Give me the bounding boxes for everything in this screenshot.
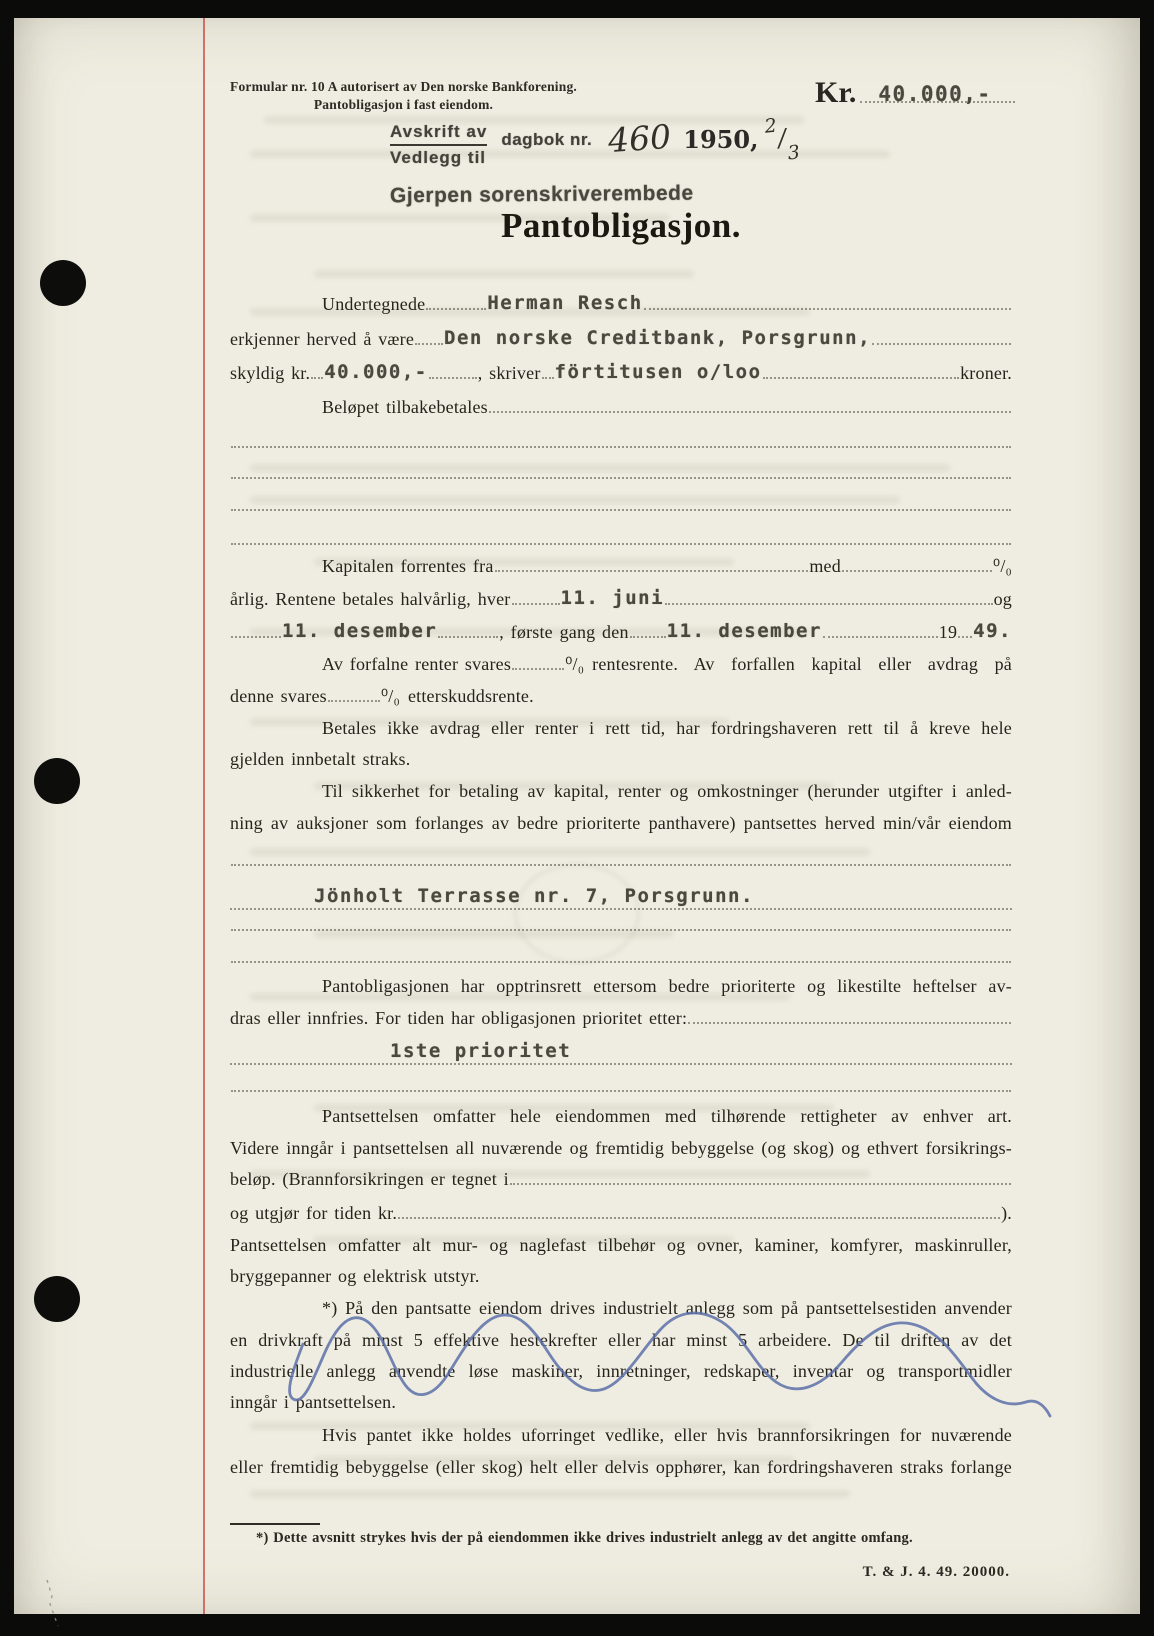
utgjor-close-label: ).: [1001, 1203, 1012, 1223]
margin-line: [203, 18, 205, 1614]
avskrift-av-label: Avskrift av: [390, 122, 487, 146]
dotted-line: [630, 634, 666, 638]
erkjenner-label: erkjenner herved å være: [230, 328, 415, 349]
dotted-line: [231, 541, 1011, 545]
field-row-amount: [230, 363, 1012, 383]
paragraph-fixtures-line2: bryggepanner og elektrisk utstyr.: [230, 1266, 480, 1286]
dotted-line: [512, 666, 564, 670]
blank-dotted-row: [230, 1088, 1012, 1096]
printer-mark: T. & J. 4. 49. 20000.: [862, 1564, 1010, 1580]
document-title: Pantobligasjon.: [501, 206, 741, 245]
field-row-priority-value: [230, 1039, 1012, 1067]
bleed-through-mark: [250, 848, 870, 856]
field-row-fire-insurance: [230, 1170, 1012, 1189]
field-row-interest-from: [322, 557, 1012, 576]
percent-sign: ⁰/₀: [565, 654, 585, 674]
year-prefix-label: 19: [938, 621, 958, 642]
paragraph-priority-line1: Pantobligasjonen har opptrinsrett ettersom bedre prioriterte og likestilte heftelser av-: [322, 976, 1012, 996]
bleed-through-mark: [250, 1490, 850, 1498]
dotted-line: [665, 601, 993, 605]
fraction-numerator: 2: [763, 114, 779, 138]
paragraph-security-line1: Til sikkerhet for betaling av kapital, renter og omkostninger (herunder utgifter i anled-: [322, 781, 1012, 801]
bleed-through-mark: [314, 270, 694, 278]
brannforsikring-label: beløp. (Brannforsikringen er tegnet i: [230, 1169, 509, 1189]
field-row-repayment: [322, 398, 1012, 417]
court-office-stamp: Gjerpen sorenskriverembede: [389, 181, 694, 208]
form-identifier-line1: Formular nr. 10 A autorisert av Den norske Bankforening.: [230, 79, 577, 94]
creditor-name-typed: Den norske Creditbank, Porsgrunn,: [444, 327, 872, 349]
dotted-line: [512, 601, 560, 605]
dotted-line: [429, 375, 477, 379]
form-identifier: [230, 78, 577, 114]
field-row-first-payment: [230, 622, 1012, 642]
dotted-line: [872, 341, 1011, 345]
rentesrente-label-a: Av forfalne renter svares: [322, 654, 512, 674]
kapitalen-label: Kapitalen forrentes fra: [322, 556, 494, 576]
dotted-line: [842, 568, 992, 572]
dotted-line: [230, 1063, 1012, 1065]
debtor-name-typed: Herman Resch: [487, 292, 643, 314]
paragraph-industrial-line3: industrielle anlegg anvendte løse maskiner, innretninger, redskaper, inventar og transportmidler: [230, 1361, 1012, 1381]
avskrift-vedlegg-stamp: [390, 122, 487, 168]
dotted-line: [230, 908, 1012, 910]
vedlegg-til-label: Vedlegg til: [390, 148, 487, 167]
dotted-line: [328, 698, 380, 702]
dotted-line: [231, 444, 1011, 448]
dotted-line: [231, 507, 1011, 511]
footnote-text: *) Dette avsnitt strykes hvis der på eiendommen ikke drives industrielt anlegg av det angitte omfang.: [256, 1530, 913, 1546]
paragraph-industrial-line4: inngår i pantsettelsen.: [230, 1392, 397, 1412]
interest-date-1-typed: 11. juni: [560, 587, 665, 609]
punch-hole: [40, 260, 86, 306]
paragraph-default-line1: Betales ikke avdrag eller renter i rett tid, har fordringshaveren rett til å kreve hele: [322, 718, 1012, 738]
paragraph-fixtures-line1: Pantsettelsen omfatter alt mur- og naglefast tilbehør og ovner, kaminer, komfyrer, maskinruller,: [230, 1235, 1012, 1255]
field-row-priority: [230, 1009, 1012, 1028]
dotted-line: [231, 634, 281, 638]
paragraph-maintenance-line1: Hvis pantet ikke holdes uforringet vedlike, eller hvis brannforsikringen for nuværende: [322, 1425, 1012, 1445]
registry-stamp: [390, 114, 802, 168]
dotted-line: [398, 1215, 1000, 1219]
amount-words-typed: förtitusen o/loo: [554, 361, 762, 383]
blank-dotted-row: [230, 475, 1012, 483]
blank-dotted-row: [230, 541, 1012, 549]
field-row-creditor: [230, 329, 1012, 349]
dotted-line: [426, 306, 486, 310]
skriver-label: , skriver: [477, 362, 541, 383]
dotted-line: [688, 1020, 1011, 1024]
dotted-line: [542, 375, 554, 379]
amount-field: [860, 74, 1015, 108]
punch-hole: [34, 1276, 80, 1322]
etterskudd-label-a: denne svares: [230, 686, 327, 706]
bleed-through-mark: [250, 496, 900, 504]
first-payment-date-typed: 11. desember: [666, 620, 822, 642]
field-row-interest-terms: [230, 589, 1012, 609]
belopet-label: Beløpet tilbakebetales: [322, 397, 488, 417]
dotted-line: [823, 634, 938, 638]
dagbok-nr-label: dagbok nr.: [501, 130, 593, 149]
dotted-line: [438, 634, 498, 638]
etterskudd-label-b: etterskuddsrente.: [407, 686, 534, 706]
dotted-line: [415, 341, 443, 345]
dotted-line: [231, 475, 1011, 479]
journal-date-fraction: [763, 114, 802, 165]
form-identifier-line2: Pantobligasjon i fast eiendom.: [313, 97, 494, 113]
med-label: med: [809, 556, 841, 576]
journal-year: 1950,: [683, 125, 759, 154]
paragraph-industrial-line1: *) På den pantsatte eiendom drives industrielt anlegg som på pantsettelsestiden anvender: [322, 1298, 1012, 1318]
paragraph-industrial-line2: en drivkraft på minst 5 effektive hestekrefter eller har minst 5 arbeidere. De til driften av det: [230, 1330, 1012, 1350]
priority-value-typed: 1ste prioritet: [390, 1040, 572, 1062]
dotted-line: [510, 1181, 1011, 1185]
amount-header: [815, 74, 1015, 108]
arlig-label: årlig. Rentene betales halvårlig, hver: [230, 588, 511, 609]
punch-hole: [34, 758, 80, 804]
dotted-line: [644, 306, 1011, 310]
dotted-line: [763, 375, 960, 379]
amount-value: 40.000,-: [878, 82, 992, 106]
year-value-typed: 49.: [973, 620, 1012, 642]
blank-dotted-row: [230, 927, 1012, 935]
dotted-line: [489, 409, 1011, 413]
amount-digits-typed: 40.000,-: [324, 361, 428, 383]
dotted-line: [231, 927, 1011, 931]
dotted-line: [958, 634, 972, 638]
paragraph-maintenance-line2: eller fremtidig bebyggelse (eller skog) helt eller delvis opphører, kan fordringshaveren straks forlange: [230, 1457, 1012, 1477]
blank-dotted-row: [230, 862, 1012, 870]
dotted-line: [311, 375, 323, 379]
property-description-typed: Jönholt Terrasse nr. 7, Porsgrunn.: [314, 885, 754, 907]
forste-gang-label: , første gang den: [499, 621, 629, 642]
undertegnede-label: Undertegnede: [322, 293, 426, 314]
journal-number-handwritten: 460: [606, 116, 673, 161]
percent-sign: ⁰/₀: [380, 686, 400, 706]
paragraph-pledge-line1: Pantsettelsen omfatter hele eiendommen med tilhørende rettigheter av enhver art.: [322, 1106, 1012, 1126]
blank-dotted-row: [230, 959, 1012, 967]
blank-dotted-row: [230, 444, 1012, 452]
kroner-label: kroner.: [960, 362, 1012, 383]
rentesrente-label-b: rentesrente. Av forfallen kapital eller avdrag på: [592, 654, 1012, 674]
fraction-denominator: 3: [787, 141, 802, 165]
field-row-penalty-interest: [230, 687, 1012, 706]
paragraph-pledge-line2: Videre inngår i pantsettelsen all nuværende og fremtidig bebyggelse (og skog) og ethvert forsikrings-: [230, 1138, 1012, 1158]
blank-dotted-row: [230, 507, 1012, 515]
stamp-ghost-mark: [514, 863, 640, 964]
interest-date-2-typed: 11. desember: [282, 620, 438, 642]
prioritet-label: dras eller innfries. For tiden har obligasjonen prioritet etter:: [230, 1008, 688, 1028]
dotted-line: [231, 862, 1011, 866]
amount-label: Kr.: [815, 76, 857, 109]
skyldig-label: skyldig kr.: [230, 362, 311, 383]
document-paper: [14, 18, 1140, 1614]
field-row-property: [230, 884, 1012, 912]
bleed-through-mark: [250, 464, 950, 472]
percent-sign: ⁰/₀: [992, 556, 1012, 576]
footnote-rule: [230, 1523, 320, 1525]
dotted-line: [231, 1088, 1011, 1092]
paragraph-security-line2: ning av auksjoner som forlanges av bedre prioriterte panthavere) pantsettes herved min/vår eiendom: [230, 813, 1012, 833]
field-row-compound-interest: [322, 655, 1012, 674]
og-label: og: [993, 588, 1012, 609]
dotted-line: [231, 959, 1011, 963]
field-row-insurance-amount: [230, 1204, 1012, 1223]
utgjor-label: og utgjør for tiden kr.: [230, 1203, 398, 1223]
field-row-debtor: [322, 294, 1012, 314]
dotted-line: [495, 568, 809, 572]
fraction-slash: /: [776, 123, 788, 153]
paragraph-default-line2: gjelden innbetalt straks.: [230, 749, 411, 769]
